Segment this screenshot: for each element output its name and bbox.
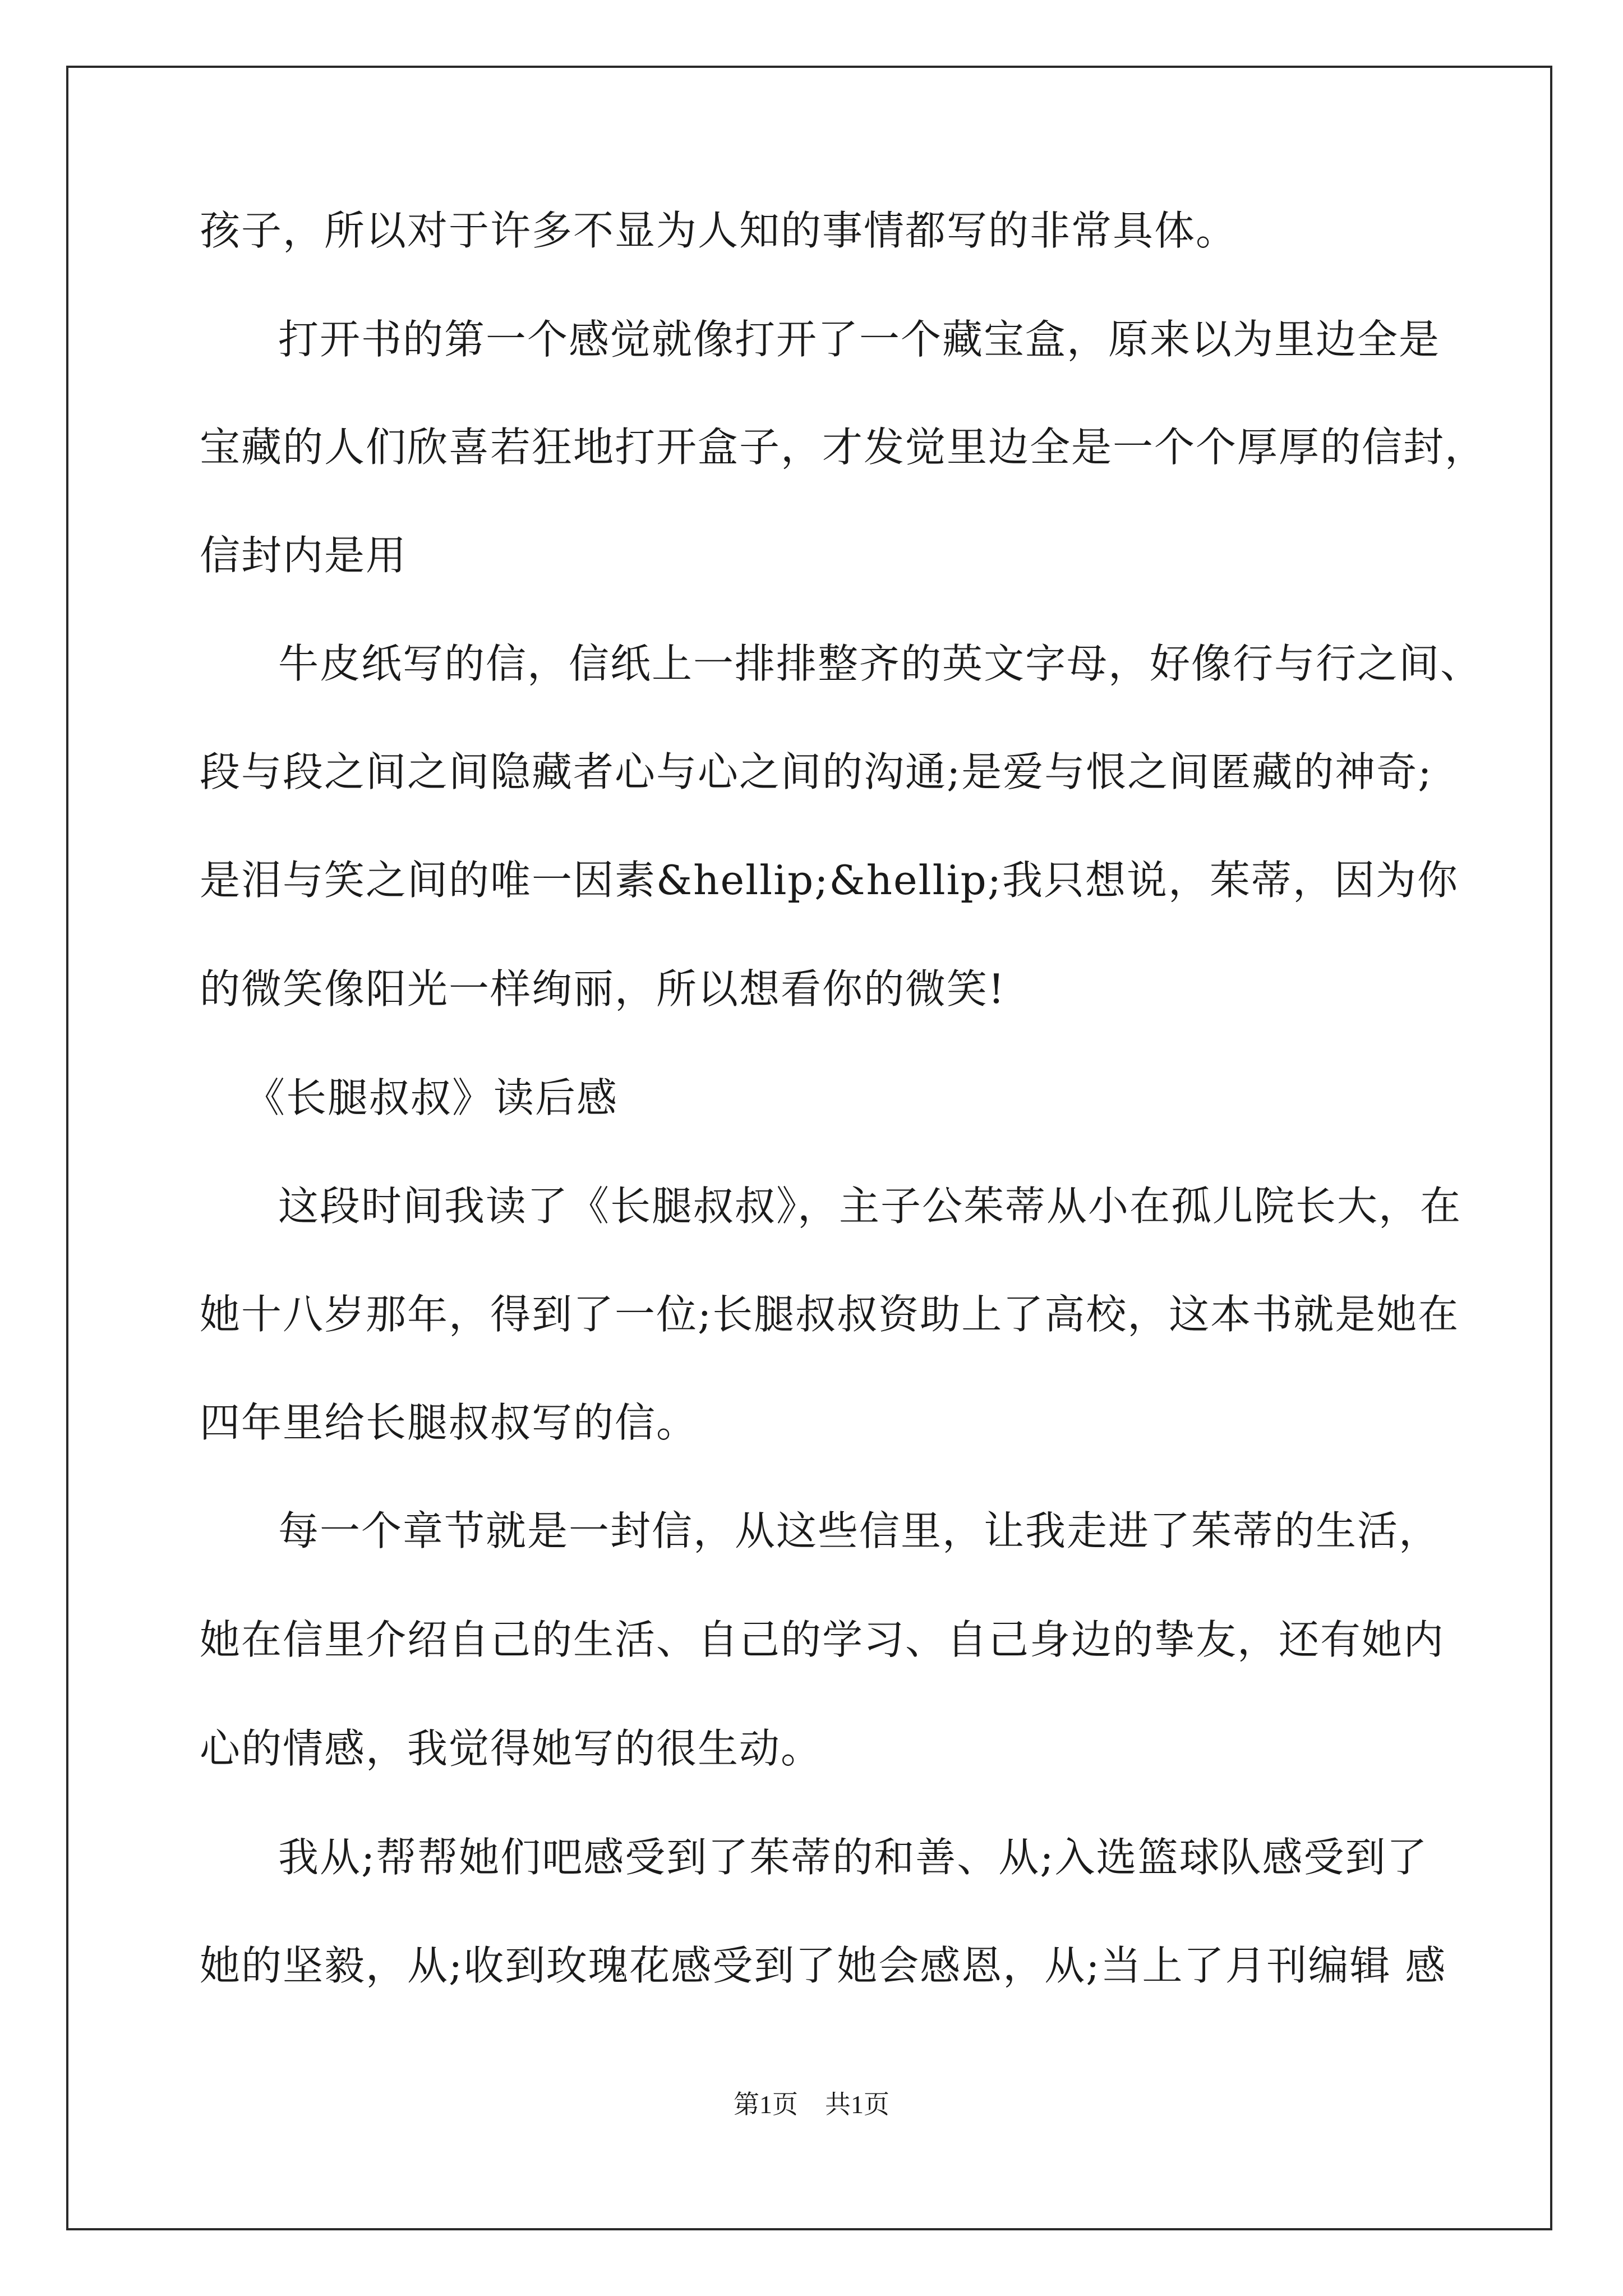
text-line: 的微笑像阳光一样绚丽，所以想看你的微笑! <box>200 965 1006 1013</box>
page-total: 共1页 <box>825 2090 889 2119</box>
text-line: 心的情感，我觉得她写的很生动。 <box>200 1725 823 1772</box>
text-line: 四年里给长腿叔叔写的信。 <box>200 1399 698 1446</box>
page-border <box>66 66 1552 2230</box>
text-line: 宝藏的人们欣喜若狂地打开盒子，才发觉里边全是一个个厚厚的信封， <box>200 424 1487 471</box>
text-line: 她的坚毅，从;收到玫瑰花感受到了她会感恩，从;当上了月刊编辑 感 <box>200 1942 1447 1989</box>
text-line: 她在信里介绍自己的生活、自己的学习、自己身边的挚友，还有她内 <box>200 1616 1445 1663</box>
text-line: 我从;帮帮她们吧感受到了茱蒂的和善、从;入选篮球队感受到了 <box>278 1834 1428 1881</box>
text-line: 牛皮纸写的信，信纸上一排排整齐的英文字母，好像行与行之间、 <box>278 640 1482 687</box>
page-number: 第1页 <box>734 2090 798 2119</box>
text-line: 孩子，所以对于许多不显为人知的事情都写的非常具体。 <box>200 207 1238 254</box>
text-line: 这段时间我读了《长腿叔叔》，主子公茱蒂从小在孤儿院长大，在 <box>278 1182 1462 1230</box>
text-line: 每一个章节就是一封信，从这些信里，让我走进了茱蒂的生活， <box>278 1507 1441 1554</box>
text-line: 段与段之间之间隐藏者心与心之间的沟通;是爱与恨之间匿藏的神奇; <box>200 748 1433 795</box>
text-line: 信封内是用 <box>200 532 408 579</box>
text-line: 是泪与笑之间的唯一因素&hellip;&hellip;我只想说，茱蒂，因为你 <box>200 857 1459 904</box>
text-line: 打开书的第一个感觉就像打开了一个藏宝盒，原来以为里边全是 <box>278 316 1441 363</box>
section-title: 《长腿叔叔》读后感 <box>245 1074 619 1121</box>
text-line: 她十八岁那年，得到了一位;长腿叔叔资助上了高校，这本书就是她在 <box>200 1291 1460 1338</box>
page-footer <box>0 2088 1623 2122</box>
